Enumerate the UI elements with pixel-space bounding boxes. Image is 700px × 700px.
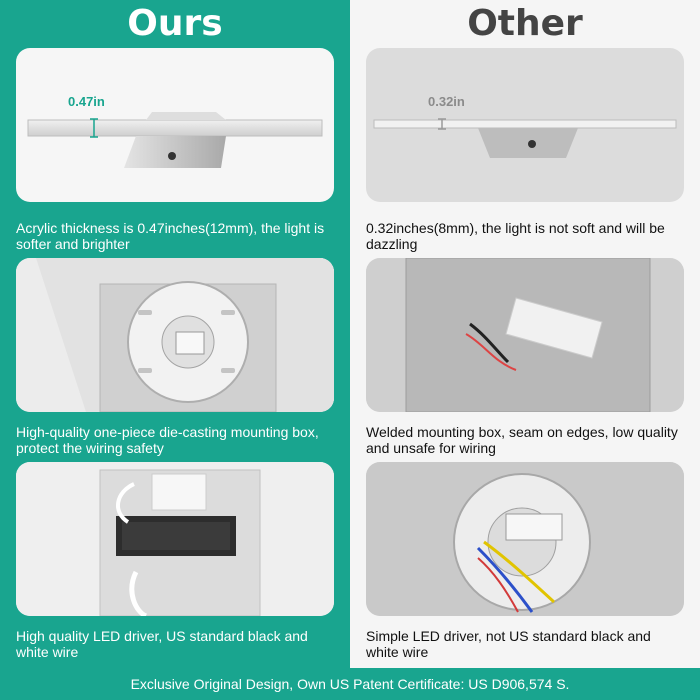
ours-acrylic-photo — [16, 48, 334, 202]
ours-mounting-box-photo — [16, 258, 334, 412]
ours-thickness-label: 0.47in — [68, 94, 105, 109]
other-light-bar-image — [366, 48, 684, 202]
ours-mounting-plate-image — [16, 258, 334, 412]
ours-caption-acrylic: Acrylic thickness is 0.47inches(12mm), the light is softer and brighter — [16, 220, 325, 252]
ours-caption-mounting-box: High-quality one-piece die-casting mounting box, protect the wiring safety — [16, 424, 319, 456]
other-led-driver-photo — [366, 462, 684, 616]
other-caption-led-driver: Simple LED driver, not US standard black and white wire — [366, 628, 651, 660]
ours-led-driver-photo — [16, 462, 334, 616]
other-acrylic-photo — [366, 48, 684, 202]
ours-led-driver-image — [16, 462, 334, 616]
patent-footer: Exclusive Original Design, Own US Patent Certificate: US D906,574 S. — [0, 668, 700, 700]
other-welded-box-image — [366, 258, 684, 412]
ours-light-bar-image — [16, 48, 334, 202]
other-caption-acrylic: 0.32inches(8mm), the light is not soft and will be dazzling — [366, 220, 665, 252]
other-column — [350, 0, 700, 668]
ours-heading: Ours — [127, 3, 223, 44]
other-caption-mounting-box: Welded mounting box, seam on edges, low quality and unsafe for wiring — [366, 424, 678, 456]
ours-column — [0, 0, 350, 668]
ours-caption-led-driver: High quality LED driver, US standard black and white wire — [16, 628, 308, 660]
other-heading: Other — [467, 3, 583, 44]
other-led-driver-image — [366, 462, 684, 616]
other-mounting-box-photo — [366, 258, 684, 412]
other-thickness-label: 0.32in — [428, 94, 465, 109]
